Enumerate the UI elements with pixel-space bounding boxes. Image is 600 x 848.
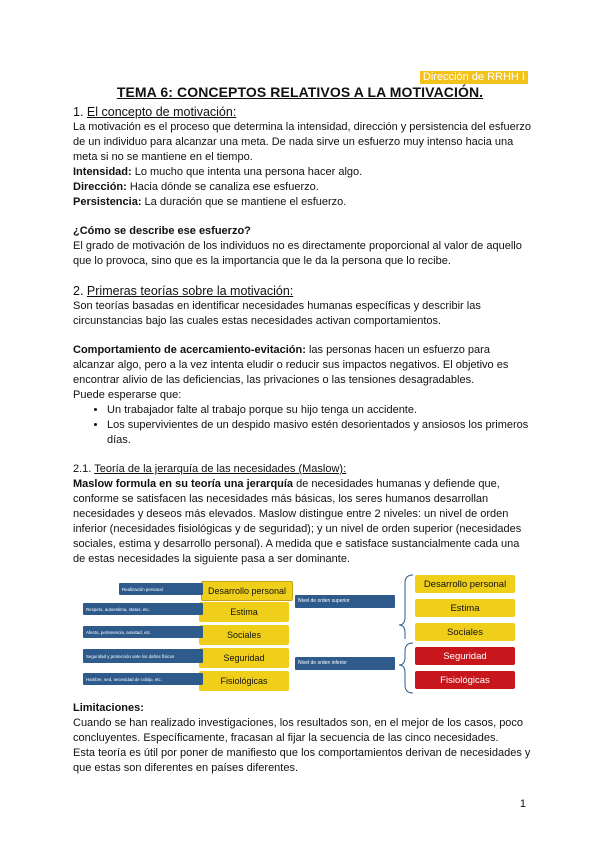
pyramid-left-level: Fisiológicas bbox=[199, 671, 289, 691]
group-label-upper: Nivel de orden superior bbox=[295, 595, 395, 608]
limits-title: Limitaciones: bbox=[73, 702, 144, 714]
section2-heading bbox=[73, 283, 533, 299]
maslow-lead: Maslow formula en su teoría una jerarquía bbox=[73, 478, 294, 490]
section21-text bbox=[73, 477, 533, 567]
approach-paragraph bbox=[73, 343, 533, 388]
pyramid-left-label: Respeto, autoestima, status, etc. bbox=[83, 603, 203, 615]
pyramid-right-level: Sociales bbox=[415, 623, 515, 641]
pyramid-right-level: Desarrollo personal bbox=[415, 575, 515, 593]
pyramid-right bbox=[295, 573, 535, 695]
pyramid-right-level: Seguridad bbox=[415, 647, 515, 665]
maslow-text: de necesidades humanas y defiende que, conforme se satisfacen las necesidades más básicas, los seres humanos desarrollan necesidades y deseos más elevados. Maslow distingue entre 2 niveles: un nivel de orden inferior (necesidades fisiológicas y de seguridad); y un nivel de orden superior (necesidades sociales, estima y desarrollo personal). A medida que e satisface sustancialmente cada una de estas necesidades la siguiente pasa a ser dominante. bbox=[73, 478, 522, 565]
approach-term: Comportamiento de acercamiento-evitación: bbox=[73, 344, 306, 356]
pyramid-right-level: Estima bbox=[415, 599, 515, 617]
def-text: La duración que se mantiene el esfuerzo. bbox=[141, 196, 347, 208]
document-body bbox=[73, 104, 533, 776]
limits-heading bbox=[73, 701, 533, 716]
pyramid-right-level: Fisiológicas bbox=[415, 671, 515, 689]
def-intensidad bbox=[73, 165, 533, 180]
def-term: Persistencia: bbox=[73, 196, 142, 208]
section1-question bbox=[73, 224, 533, 239]
section2-number: 2. bbox=[73, 284, 84, 298]
def-direccion bbox=[73, 180, 533, 195]
pyramid-left-level: Sociales bbox=[199, 625, 289, 645]
section1-number: 1. bbox=[73, 105, 84, 119]
def-term: Intensidad: bbox=[73, 166, 132, 178]
def-term: Dirección: bbox=[73, 181, 127, 193]
expect-line: Puede esperarse que: bbox=[73, 389, 182, 401]
section1-intro: La motivación es el proceso que determina la intensidad, dirección y persistencia del esfuerzo de un individuo para alcanzar una meta. De nada sirve un esfuerzo muy intenso hacia una meta si no se mantiene en el tiempo. bbox=[73, 121, 531, 163]
def-text: Hacia dónde se canaliza ese esfuerzo. bbox=[126, 181, 319, 193]
pyramid-left-label: Realización personal bbox=[119, 583, 203, 595]
question-text: ¿Cómo se describe ese esfuerzo? bbox=[73, 225, 251, 237]
pyramid-left-label: Afecto, pertenencia, amistad, etc. bbox=[83, 626, 203, 638]
section21-title: Teoría de la jerarquía de las necesidades (Maslow): bbox=[94, 463, 347, 475]
group-label-lower: Nivel de orden inferior bbox=[295, 657, 395, 670]
list-item: • Los supervivientes de un despido masivo estén desorientados y ansiosos los primeros días. bbox=[107, 418, 533, 448]
page-number: 1 bbox=[519, 798, 526, 810]
limits-text1: Cuando se han realizado investigaciones, los resultados son, en el mejor de los casos, poco concluyentes. Específicamente, fracasan al fijar la secuencia de las cinco necesidades. bbox=[73, 717, 524, 744]
section2-intro: Son teorías basadas en identificar necesidades humanas específicas y describir las circunstancias bajo las cuales estas necesidades activan comportamientos. bbox=[73, 300, 481, 327]
section1-answer: El grado de motivación de los individuos no es directamente proporcional al valor de aquello que lo provoca, sino que es la importancia que le da la persona que lo recibe. bbox=[73, 240, 522, 267]
section1-heading bbox=[73, 104, 533, 120]
maslow-figures bbox=[73, 573, 533, 697]
limits-text2: Esta teoría es útil por poner de manifiesto que los comportamientos derivan de necesidades y que estas son diferentes en países diferentes. bbox=[73, 747, 531, 774]
page-title: TEMA 6: CONCEPTOS RELATIVOS A LA MOTIVACIÓN. bbox=[116, 84, 484, 100]
list-item: • Un trabajador falte al trabajo porque su hijo tenga un accidente. bbox=[107, 403, 533, 418]
header-tag: Dirección de RRHH I bbox=[420, 71, 528, 84]
def-persistencia bbox=[73, 195, 533, 210]
pyramid-left-level: Desarrollo personal bbox=[201, 581, 293, 601]
approach-text: las personas hacen un esfuerzo para alcanzar algo, pero a la vez intenta eludir o reducir sus impactos negativos. El objetivo es encontrar alivio de las deficiencias, las privaciones o las tensiones desagradables. bbox=[73, 344, 509, 386]
section21-number: 2.1. bbox=[73, 463, 92, 475]
pyramid-left-label: Hambre, sed, necesidad de cobijo, etc. bbox=[83, 673, 203, 685]
pyramid-left bbox=[81, 573, 291, 695]
def-text: Lo mucho que intenta una persona hacer algo. bbox=[131, 166, 363, 178]
section2-title: Primeras teorías sobre la motivación: bbox=[86, 284, 294, 298]
pyramid-left-level: Estima bbox=[199, 602, 289, 622]
section1-title: El concepto de motivación: bbox=[86, 105, 237, 119]
section21-heading bbox=[73, 462, 533, 477]
pyramid-left-label: Seguridad y protección ante los daños físicos bbox=[83, 649, 203, 663]
bullet-list bbox=[73, 403, 533, 448]
pyramid-left-level: Seguridad bbox=[199, 648, 289, 668]
